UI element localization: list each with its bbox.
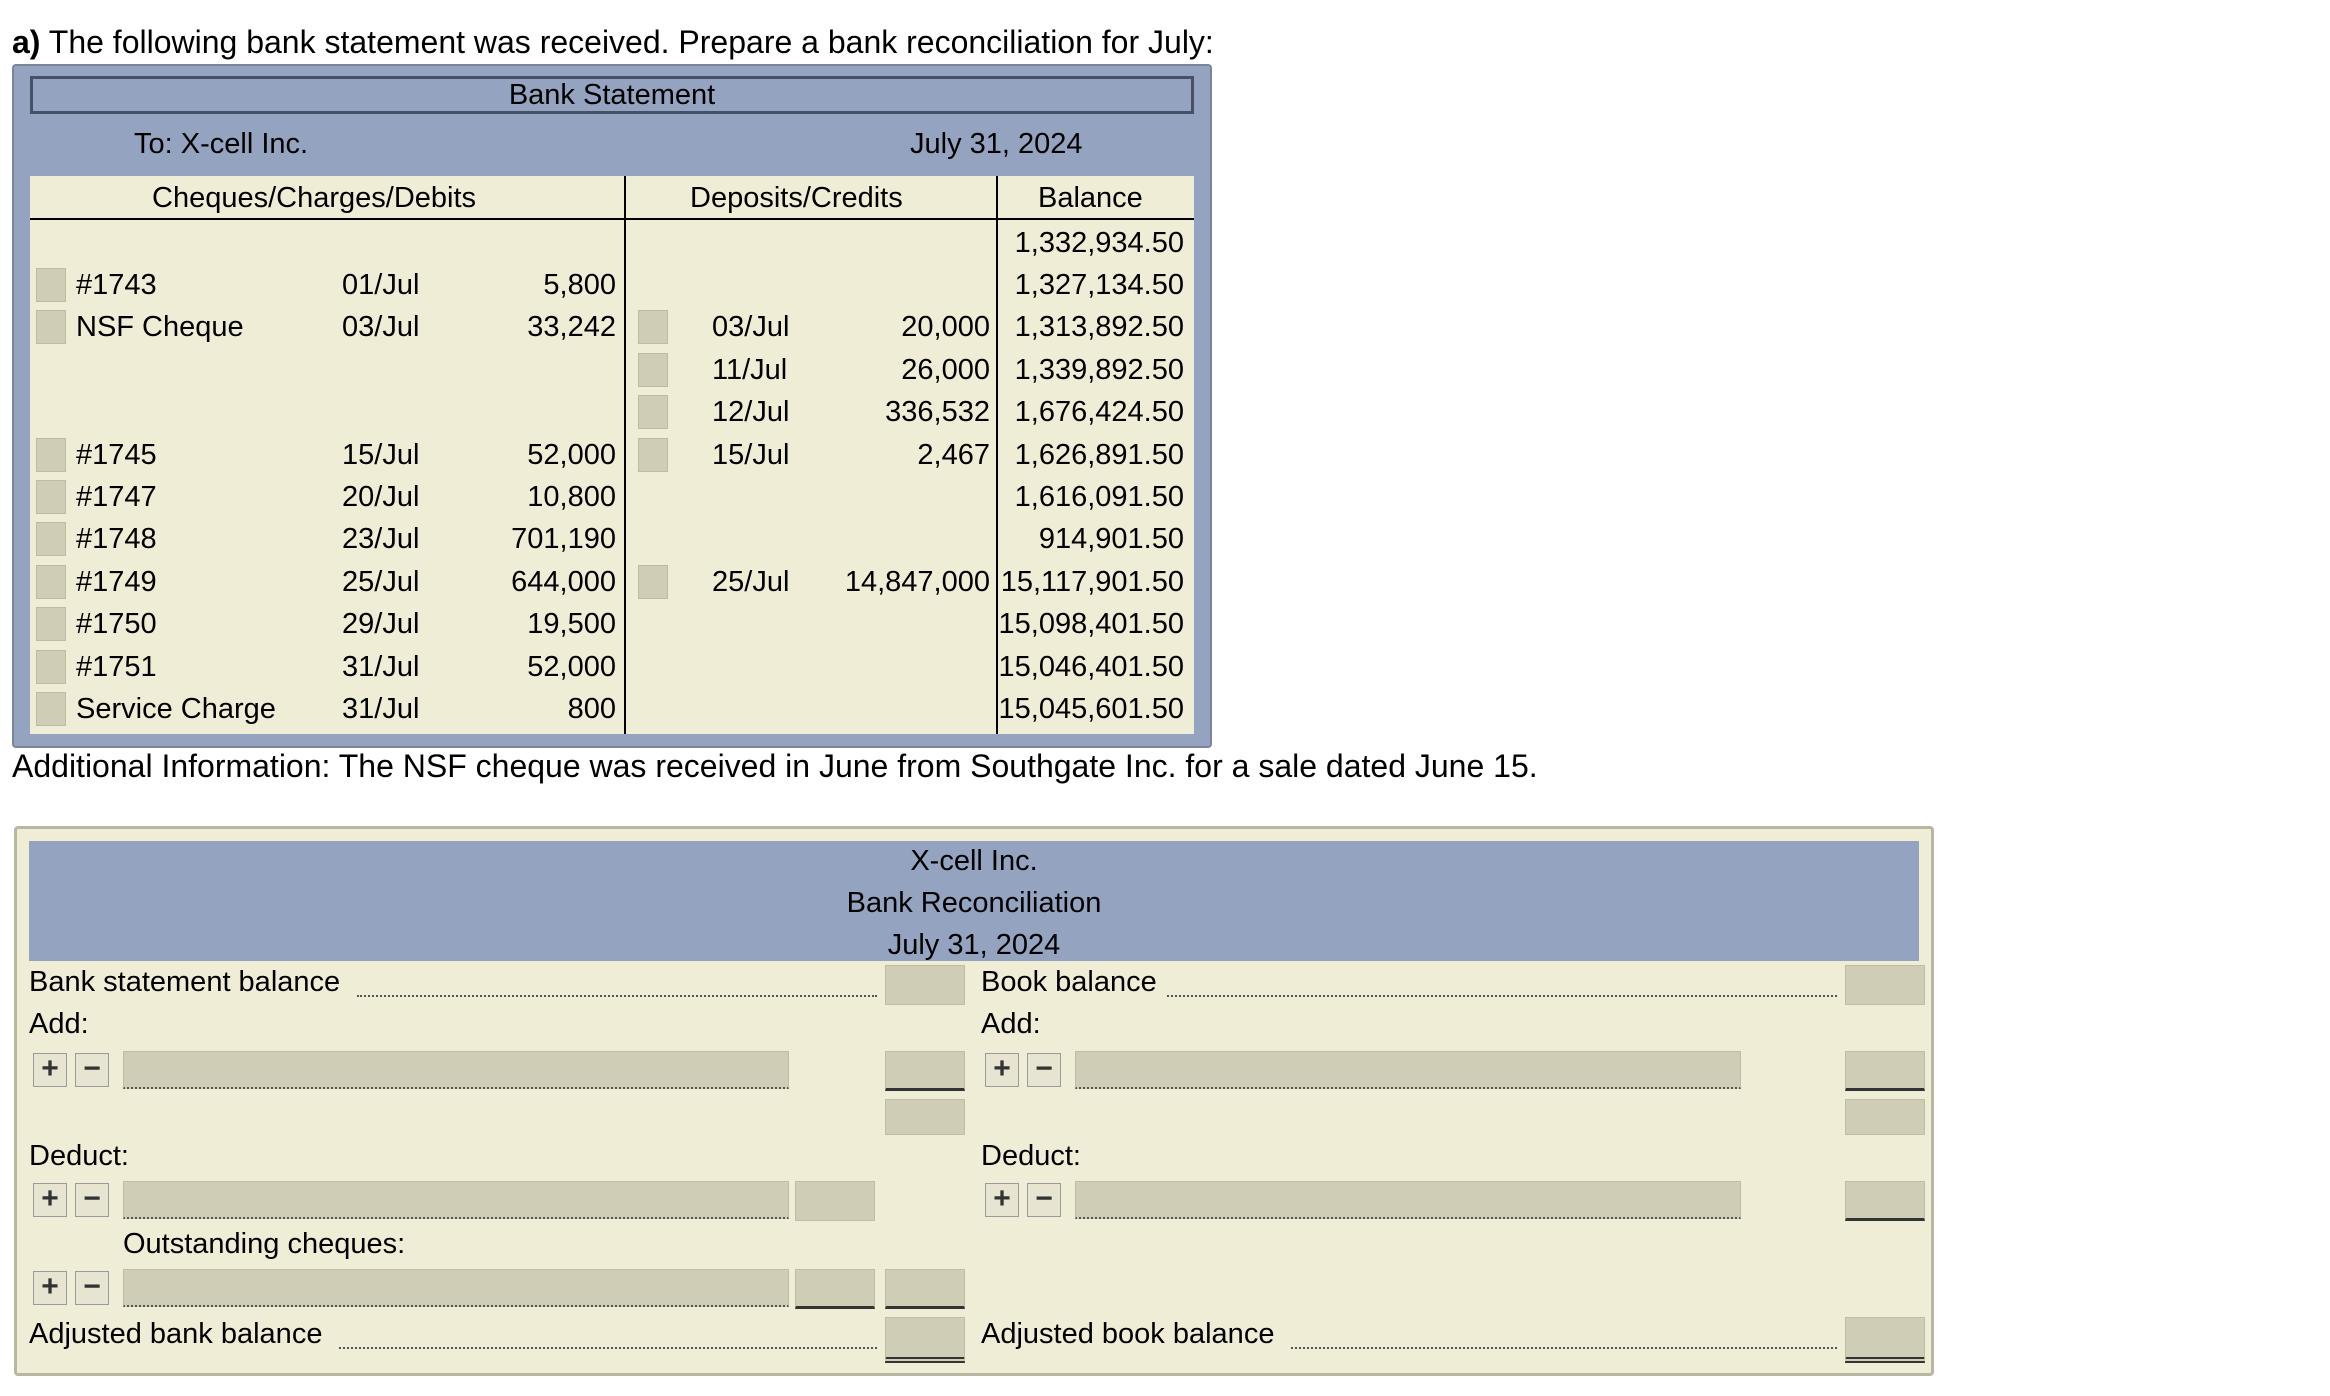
debit-reference: #1745 [76, 439, 157, 471]
credit-date: 03/Jul [712, 311, 790, 343]
book-deduct-add-row-button[interactable]: + [985, 1183, 1019, 1217]
credit-checkbox[interactable] [638, 565, 668, 599]
column-divider-debits [624, 176, 626, 734]
debit-checkbox[interactable] [36, 650, 66, 684]
book-deduct-amount-input[interactable] [1845, 1181, 1925, 1221]
debit-amount: 52,000 [527, 439, 616, 471]
credit-amount: 20,000 [901, 311, 990, 343]
debit-date: 29/Jul [342, 608, 420, 640]
debit-checkbox[interactable] [36, 438, 66, 472]
debit-date: 23/Jul [342, 523, 420, 555]
opening-balance: 1,332,934.50 [1014, 227, 1184, 259]
debit-date: 03/Jul [342, 311, 420, 343]
credit-amount: 26,000 [901, 354, 990, 386]
bank-add-row-button[interactable]: + [33, 1053, 67, 1087]
bank-deduct-total-input[interactable] [885, 1269, 965, 1309]
debit-reference: #1749 [76, 566, 157, 598]
running-balance: 1,616,091.50 [1014, 481, 1184, 513]
debit-date: 31/Jul [342, 651, 420, 683]
outstanding-cheque-amount-input[interactable] [795, 1269, 875, 1309]
outstanding-cheque-description-input[interactable] [123, 1269, 789, 1307]
debit-date: 20/Jul [342, 481, 420, 513]
book-add-subtotal-input[interactable] [1845, 1099, 1925, 1135]
bank-statement [12, 64, 1212, 748]
reconciliation-header [29, 841, 1919, 961]
credit-amount: 14,847,000 [844, 566, 990, 598]
book-add-amount-input[interactable] [1845, 1051, 1925, 1091]
debit-date: 25/Jul [342, 566, 420, 598]
adjusted-book-balance-input[interactable] [1845, 1317, 1925, 1363]
bank-deduct-description-input[interactable] [123, 1181, 789, 1219]
running-balance: 15,046,401.50 [998, 651, 1184, 683]
debit-checkbox[interactable] [36, 565, 66, 599]
running-balance: 1,327,134.50 [1014, 269, 1184, 301]
running-balance: 914,901.50 [1038, 523, 1184, 555]
running-balance: 15,098,401.50 [998, 608, 1184, 640]
credit-date: 25/Jul [712, 566, 790, 598]
credit-checkbox[interactable] [638, 438, 668, 472]
debit-date: 15/Jul [342, 439, 420, 471]
question-text: The following bank statement was received. Prepare a bank reconciliation for July: [40, 24, 1214, 60]
debit-amount: 5,800 [543, 269, 616, 301]
book-deduct-description-input[interactable] [1075, 1181, 1741, 1219]
debit-reference: NSF Cheque [76, 311, 244, 343]
recon-date: July 31, 2024 [887, 929, 1061, 961]
debit-reference: Service Charge [76, 693, 276, 725]
book-balance-label: Book balance [981, 966, 1157, 998]
debit-reference: #1743 [76, 269, 157, 301]
adjusted-bank-balance-label: Adjusted bank balance [29, 1318, 323, 1350]
debit-amount: 10,800 [527, 481, 616, 513]
leader-dots [1291, 1347, 1837, 1349]
leader-dots [339, 1347, 877, 1349]
debit-checkbox[interactable] [36, 268, 66, 302]
bank-statement-balance-label: Bank statement balance [29, 966, 341, 998]
book-balance-input[interactable] [1845, 965, 1925, 1005]
debit-date: 31/Jul [342, 693, 420, 725]
debit-amount: 52,000 [527, 651, 616, 683]
debit-amount: 33,242 [527, 311, 616, 343]
bank-reconciliation-form [14, 826, 1934, 1376]
credit-checkbox[interactable] [638, 353, 668, 387]
book-add-label: Add: [981, 1008, 1041, 1040]
header-divider [30, 218, 1194, 220]
credit-date: 15/Jul [712, 439, 790, 471]
book-deduct-remove-row-button[interactable]: − [1027, 1183, 1061, 1217]
question-label: a) [12, 24, 41, 60]
debit-amount: 701,190 [511, 523, 616, 555]
book-add-row-button[interactable]: + [985, 1053, 1019, 1087]
bank-add-subtotal-input[interactable] [885, 1099, 965, 1135]
running-balance: 1,313,892.50 [1014, 311, 1184, 343]
additional-information: Additional Information: The NSF cheque was received in June from Southgate Inc. for a sale dated June 15. [12, 748, 1538, 784]
credit-amount: 336,532 [885, 396, 990, 428]
bank-deduct-remove-row-button[interactable]: − [75, 1183, 109, 1217]
header-balance: Balance [1038, 182, 1143, 214]
adjusted-book-balance-label: Adjusted book balance [981, 1318, 1275, 1350]
debit-reference: #1751 [76, 651, 157, 683]
debit-checkbox[interactable] [36, 522, 66, 556]
outstanding-add-row-button[interactable]: + [33, 1271, 67, 1305]
outstanding-cheques-label: Outstanding cheques: [123, 1228, 406, 1260]
running-balance: 15,117,901.50 [1000, 566, 1184, 598]
book-deduct-label: Deduct: [981, 1140, 1081, 1172]
bank-deduct-label: Deduct: [29, 1140, 129, 1172]
recon-company: X-cell Inc. [910, 845, 1038, 877]
leader-dots [1167, 995, 1837, 997]
debit-reference: #1750 [76, 608, 157, 640]
header-credits: Deposits/Credits [690, 182, 903, 214]
debit-checkbox[interactable] [36, 480, 66, 514]
running-balance: 1,626,891.50 [1014, 439, 1184, 471]
statement-date: July 31, 2024 [910, 128, 1083, 160]
running-balance: 15,045,601.50 [998, 693, 1184, 725]
debit-amount: 644,000 [511, 566, 616, 598]
running-balance: 1,676,424.50 [1014, 396, 1184, 428]
debit-amount: 19,500 [527, 608, 616, 640]
debit-checkbox[interactable] [36, 310, 66, 344]
debit-checkbox[interactable] [36, 692, 66, 726]
bank-deduct-add-row-button[interactable]: + [33, 1183, 67, 1217]
recon-title: Bank Reconciliation [846, 887, 1102, 919]
bank-add-remove-row-button[interactable]: − [75, 1053, 109, 1087]
book-add-description-input[interactable] [1075, 1051, 1741, 1089]
header-debits: Cheques/Charges/Debits [152, 182, 477, 214]
statement-recipient: To: X-cell Inc. [134, 128, 309, 160]
credit-checkbox[interactable] [638, 310, 668, 344]
credit-amount: 2,467 [917, 439, 990, 471]
running-balance: 1,339,892.50 [1014, 354, 1184, 386]
credit-date: 12/Jul [712, 396, 790, 428]
outstanding-remove-row-button[interactable]: − [75, 1271, 109, 1305]
credit-checkbox[interactable] [638, 395, 668, 429]
adjusted-bank-balance-input[interactable] [885, 1317, 965, 1363]
leader-dots [357, 995, 877, 997]
statement-table [30, 176, 1194, 734]
debit-date: 01/Jul [342, 269, 420, 301]
debit-checkbox[interactable] [36, 607, 66, 641]
bank-add-amount-input[interactable] [885, 1051, 965, 1091]
statement-title: Bank Statement [30, 76, 1194, 114]
debit-reference: #1748 [76, 523, 157, 555]
bank-add-label: Add: [29, 1008, 89, 1040]
credit-date: 11/Jul [712, 354, 788, 386]
debit-amount: 800 [567, 693, 616, 725]
debit-reference: #1747 [76, 481, 157, 513]
bank-add-description-input[interactable] [123, 1051, 789, 1089]
bank-deduct-amount-input[interactable] [795, 1181, 875, 1221]
book-add-remove-row-button[interactable]: − [1027, 1053, 1061, 1087]
question-prompt [12, 24, 1214, 61]
bank-statement-balance-input[interactable] [885, 965, 965, 1005]
